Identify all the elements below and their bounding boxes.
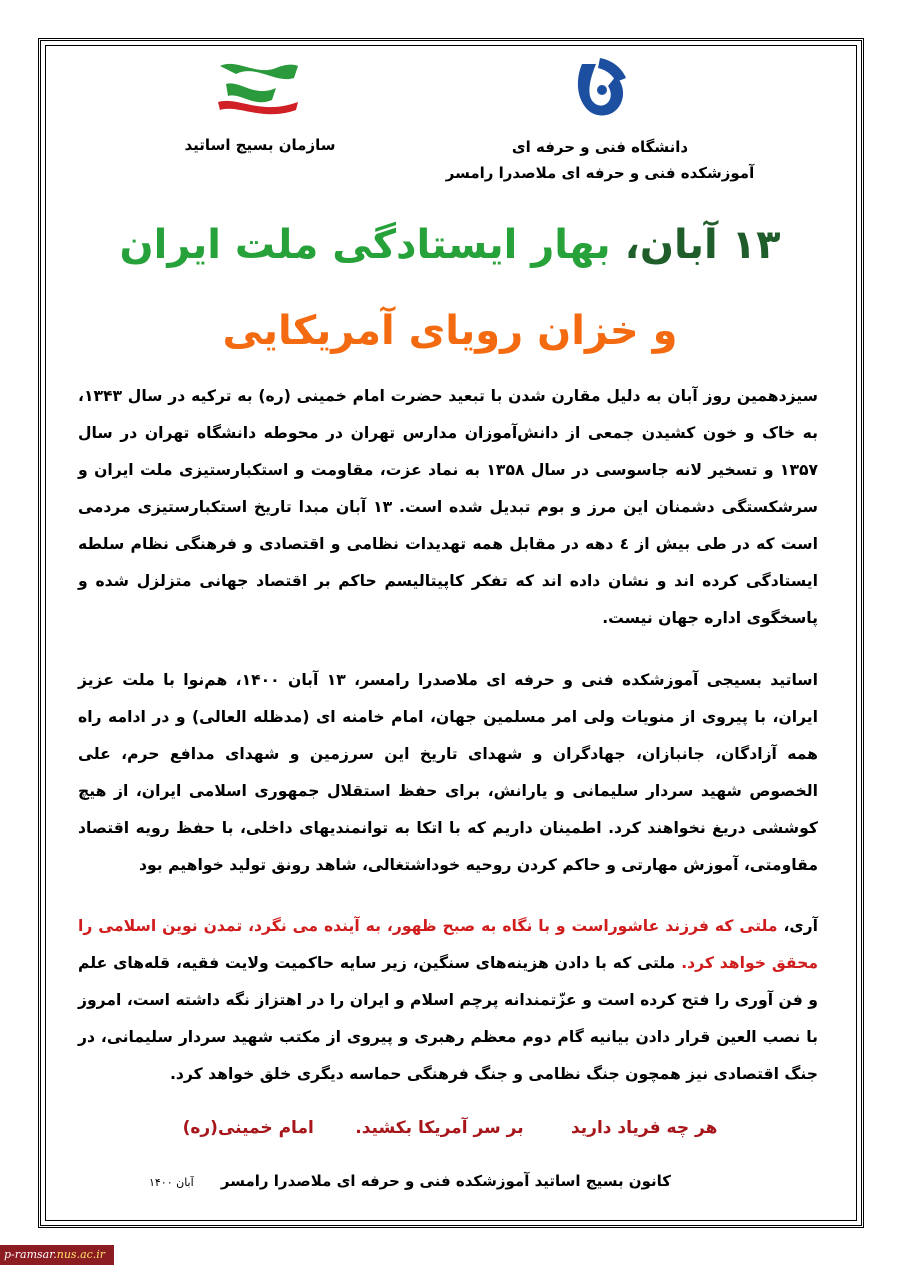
watermark-tld: nus.ac.ir <box>56 1248 106 1261</box>
footer-signature <box>120 1172 700 1190</box>
footer-date: آبان ۱۴۰۰ <box>148 1176 194 1189</box>
slogan-attribution: امام خمینی(ره) <box>182 1118 314 1138</box>
slogan-part1: هر چه فریاد دارید <box>570 1118 718 1138</box>
basij-emblem-icon <box>216 58 300 118</box>
page-title-line1 <box>80 222 820 268</box>
watermark-domain: p-ramsar. <box>4 1248 57 1261</box>
paragraph-3 <box>78 908 818 1093</box>
paragraph-2: اساتید بسیجی آموزشکده فنی و حرفه ای ملاصدرا رامسر، ۱۳ آبان ۱۴۰۰، هم‌نوا با ملت عزیز ایران، با پیروی از منویات ولی امر مسلمین جهان، امام خامنه ای (مدظله العالی) و در ادامه راه همه آزادگان، جانبازان، جهادگران و شهدای تاریخ این سرزمین و شهدای مدافع حرم، علی الخصوص شهید سردار سلیمانی و یارانش، برای حفظ استقلال جمهوری اسلامی ایران، از هیچ کوششی دریغ نخواهند کرد. اطمینان داریم که با اتکا به توانمندیهای داخلی، با حفظ رویه اقتصاد مقاومتی، آموزش مهارتی و حاکم کردن روحیه خوداشتغالی، شاهد رونق تولید خواهیم بود <box>78 671 818 874</box>
paragraph-3-rest: ملتی که با دادن هزینه‌های سنگین، زیر سایه حاکمیت ولایت فقیه، قله‌های علم و فن آوری را فتح کرده است و عزّتمندانه پرچم اسلام و ایران را در اهتزاز نگه داشته است، امروز با نصب العین قرار دادن بیانیه گام دوم معظم رهبری و پیروی از مکتب شهید سردار سلیمانی، در جنگ اقتصادی نیز همچون جنگ نظامی و جنگ فرهنگی حماسه دیگری خلق خواهد کرد. <box>78 954 818 1083</box>
paragraph-3-start: آری، <box>777 917 818 935</box>
university-name: دانشگاه فنی و حرفه ای <box>511 138 689 156</box>
slogan-part2: بر سر آمریکا بکشید. <box>355 1118 524 1138</box>
college-name: آموزشکده فنی و حرفه ای ملاصدرا رامسر <box>445 164 755 182</box>
title-date: ۱۳ آبان، <box>624 222 781 268</box>
paragraph-1: سیزدهمین روز آبان به دلیل مقارن شدن با تبعید حضرت امام خمینی (ره) به ترکیه در سال ۱۳۴۳، به خاک و خون کشیدن جمعی از دانش‌آموزان مدارس تهران در محوطه دانشگاه تهران در سال ۱۳۵۷ و تسخیر لانه جاسوسی در سال ۱۳۵۸ به نماد عزت، مقاومت و استکبارستیزی ملت ایران و سرشکستگی دشمنان این مرز و بوم تبدیل شده است. ۱۳ آبان مبدا تاریخ استکبارستیزی مردمی است که در طی بیش از ٤ دهه در مقابل همه تهدیدات نظامی و اقتصادی و فرهنگی نظام سلطه ایستادگی کرده اند و نشان داده اند که تفکر کاپیتالیسم حاکم بر اقتصاد جهانی متزلزل شده و پاسخگوی اداره جهان نیست. <box>78 387 818 627</box>
title-nation: ملت ایران <box>119 222 319 268</box>
slogan <box>150 1118 750 1138</box>
footer-org: کانون بسیج اساتید آموزشکده فنی و حرفه ای ملاصدرا رامسر <box>220 1172 672 1190</box>
org-name-basij: سازمان بسیج اساتید <box>184 136 336 154</box>
site-watermark <box>0 1245 114 1265</box>
title-spring: بهار ایستادگی <box>332 222 611 268</box>
paragraph-3-highlight: ملتی که فرزند عاشوراست و با نگاه به صبح ظهور، به آینده می نگرد، تمدن نوین اسلامی را محقق خواهد کرد. <box>78 917 819 972</box>
page-title-line2: و خزان رویای آمریکایی <box>222 308 678 354</box>
university-logo-icon <box>568 56 630 122</box>
org-name-university <box>440 134 760 186</box>
